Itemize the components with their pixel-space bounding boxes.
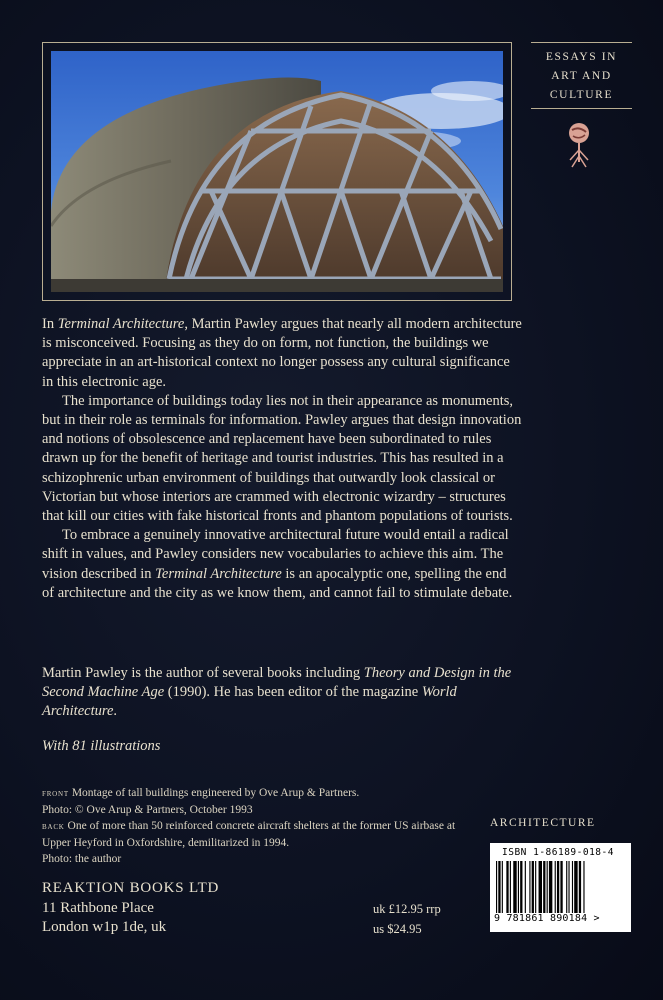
book-title: Terminal Architecture <box>57 316 185 332</box>
barcode-bar <box>506 861 508 913</box>
series-line-3: CULTURE <box>549 89 614 101</box>
barcode-bar <box>510 861 511 913</box>
front-label: front <box>42 788 69 799</box>
price-us: us $24.95 <box>373 921 422 936</box>
barcode-bar <box>543 861 545 913</box>
barcode-bar <box>583 861 584 913</box>
barcode-bar <box>532 861 534 913</box>
price-block <box>373 900 441 939</box>
price-uk: uk £12.95 rrp <box>373 902 441 916</box>
barcode-bar <box>568 861 569 913</box>
cover-credits: front Montage of tall buildings engineered by Ove Arup & Partners. Photo: © Ove Arup & Partners, October 1993 back One of more than 50 reinforced concrete aircraft shelters at the former US airbase at Upper Heyford in Oxfordshire, demilitarized in 1994. Photo: the author <box>42 787 456 865</box>
barcode-bar <box>539 861 542 913</box>
book-title: Terminal Architecture <box>155 565 282 582</box>
series-line-2: ART AND <box>551 70 612 82</box>
series-title-box <box>531 42 632 109</box>
barcode-bar <box>547 861 548 913</box>
illustrations-note: With 81 illustrations <box>42 738 161 754</box>
publisher-logo-icon <box>564 120 594 170</box>
publisher-address <box>42 879 219 938</box>
barcode-bar <box>513 861 516 913</box>
category-label: ARCHITECTURE <box>490 817 596 829</box>
barcode-bar <box>529 861 530 913</box>
barcode-bar <box>574 861 577 913</box>
barcode-digits: 9 781861 890184 > <box>494 913 600 924</box>
barcode-bar <box>520 861 522 913</box>
barcode-bar <box>566 861 567 913</box>
barcode-bar <box>496 861 497 913</box>
barcode-bar <box>535 861 536 913</box>
back-label: back <box>42 821 65 832</box>
barcode-bar <box>572 861 573 913</box>
cover-photo-frame <box>42 42 512 301</box>
barcode-bar <box>555 861 556 913</box>
barcode-bar <box>498 861 500 913</box>
blurb-paragraph-2: The importance of buildings today lies not in their appearance as monuments, but in their role as terminals for information. Pawley argues that design innovation and notions of obsolescence and replacement have been subordinated to rules drawn up for the benefit of heritage and tourist industries. This has resulted in a schizophrenic urban environment of buildings that outwardly look classical or Victorian but whose interiors are crammed with electronic wizardry – structures that kill our cities with fake historical fronts and phantom populations of tourists. <box>42 392 522 525</box>
publisher-address-line-1: 11 Rathbone Place <box>42 899 154 916</box>
barcode-bar <box>525 861 526 913</box>
series-line-1: ESSAYS IN <box>545 51 618 63</box>
isbn-text: ISBN 1-86189-018-4 <box>502 847 614 858</box>
blurb-paragraph-1: In Terminal Architecture, Martin Pawley argues that nearly all modern architecture is misconceived. Focusing as they do on form, not function, the buildings we appreciate in an art-historical context no longer possess any cultural significance in this electronic age. <box>42 316 522 390</box>
barcode-bar <box>549 861 552 913</box>
publisher-name: REAKTION BOOKS LTD <box>42 880 220 896</box>
publisher-address-line-2: London w1p 1de, uk <box>42 919 167 935</box>
barcode-bar <box>502 861 503 913</box>
blurb <box>42 315 522 603</box>
barcode-bar <box>557 861 559 913</box>
barcode-bar <box>579 861 581 913</box>
author-bio: Martin Pawley is the author of several books including Theory and Design in the Second Machine Age (1990). He has been editor of the magazine World Architecture. <box>42 665 512 720</box>
barcode-bar <box>560 861 562 913</box>
barcode-bars <box>494 861 627 913</box>
blurb-paragraph-3: To embrace a genuinely innovative architectural future would entail a radical shift in values, and Pawley considers new vocabularies to achieve this aim. The vision described in Terminal Architecture is an apocalyptic one, spelling the end of architecture and the city as we know them, and cannot fail to stimulate debate. <box>42 527 513 601</box>
isbn-barcode <box>490 843 631 932</box>
aircraft-shelter-photo <box>51 51 503 292</box>
barcode-bar <box>518 861 519 913</box>
